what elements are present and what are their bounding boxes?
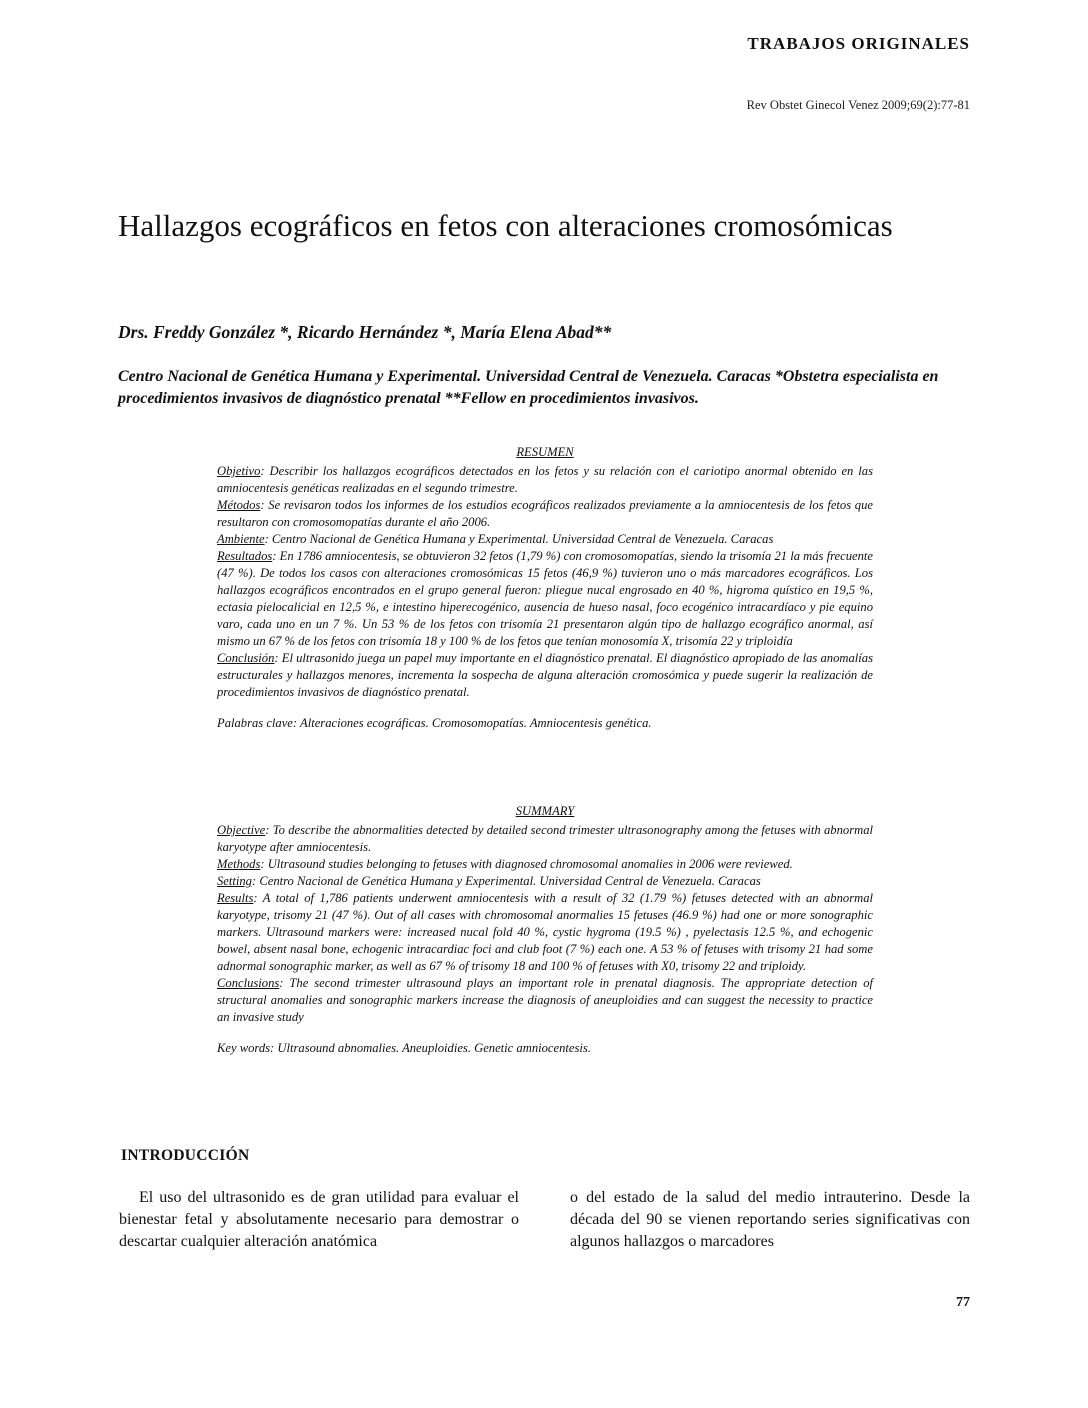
- journal-citation: Rev Obstet Ginecol Venez 2009;69(2):77-81: [746, 98, 970, 112]
- resumen-resultados: [217, 548, 873, 650]
- resumen-objetivo: [217, 463, 873, 497]
- resumen-metodos-text: : Se revisaron todos los informes de los estudios ecográficos realizados previamente a la amniocentesis de los fetos que resultaron con cromosomopatías durante el año 2006.: [217, 498, 873, 529]
- summary-objective: [217, 822, 873, 856]
- summary-results-label: Results: [217, 891, 254, 905]
- resumen-ambiente-label: Ambiente: [217, 532, 265, 546]
- resumen-metodos-label: Métodos: [217, 498, 261, 512]
- summary-setting-label: Setting: [217, 874, 252, 888]
- summary-conclusions: [217, 975, 873, 1026]
- summary-keywords: Key words: Ultrasound abnomalies. Aneuploidies. Genetic amniocentesis.: [217, 1041, 591, 1055]
- summary-setting: [217, 873, 873, 890]
- introduction-left-column: El uso del ultrasonido es de gran utilidad para evaluar el bienestar fetal y absolutamente necesario para demostrar o descartar cualquier alteración anatómica: [119, 1189, 519, 1250]
- resumen-objetivo-text: : Describir los hallazgos ecográficos detectados en los fetos y su relación con el cariotipo anormal obtenido en las amniocentesis genéticas realizadas en el segundo trimestre.: [217, 464, 873, 495]
- affiliation: Centro Nacional de Genética Humana y Experimental. Universidad Central de Venezuela. Caracas *Obstetra especialista en procedimientos invasivos de diagnóstico prenatal **Fellow en procedimientos invasivos.: [118, 368, 939, 407]
- abstract-resumen: [217, 444, 873, 732]
- resumen-heading: RESUMEN: [516, 445, 574, 459]
- resumen-conclusion-label: Conclusión: [217, 651, 275, 665]
- summary-objective-text: : To describe the abnormalities detected by detailed second trimester ultrasonography among the fetuses with abnormal karyotype after amniocentesis.: [217, 823, 873, 854]
- article-title: Hallazgos ecográficos en fetos con alteraciones cromosómicas: [118, 208, 893, 243]
- page-number: 77: [956, 1295, 970, 1310]
- resumen-ambiente-text: : Centro Nacional de Genética Humana y Experimental. Universidad Central de Venezuela. Caracas: [264, 532, 774, 546]
- resumen-conclusion-text: : El ultrasonido juega un papel muy importante en el diagnóstico prenatal. El diagnóstico apropiado de las anomalías estructurales y hallazgos menores, incrementa la sospecha de alguna alteración cromosómica y puede sugerir la realización de procedimientos invasivos de diagnóstico prenatal.: [217, 651, 873, 699]
- section-label: TRABAJOS ORIGINALES: [747, 34, 970, 53]
- summary-results: [217, 890, 873, 975]
- summary-conclusions-text: : The second trimester ultrasound plays an important role in prenatal diagnosis. The appropriate detection of structural anomalies and sonographic markers increase the diagnosis of aneuploidies and can suggest the necessity to practice an invasive study: [217, 976, 873, 1024]
- summary-objective-label: Objective: [217, 823, 266, 837]
- summary-conclusions-label: Conclusions: [217, 976, 280, 990]
- resumen-keywords: Palabras clave: Alteraciones ecográficas. Cromosomopatías. Amniocentesis genética.: [217, 716, 652, 730]
- summary-setting-text: : Centro Nacional de Genética Humana y Experimental. Universidad Central de Venezuela. Caracas: [251, 874, 761, 888]
- summary-methods: [217, 856, 873, 873]
- authors: Drs. Freddy González *, Ricardo Hernández *, María Elena Abad**: [118, 322, 612, 342]
- summary-methods-text: : Ultrasound studies belonging to fetuses with diagnosed chromosomal anomalies in 2006 were reviewed.: [260, 857, 793, 871]
- abstract-summary: [217, 803, 873, 1057]
- resumen-objetivo-label: Objetivo: [217, 464, 261, 478]
- resumen-ambiente: [217, 531, 873, 548]
- summary-heading: SUMMARY: [515, 804, 575, 818]
- introduction-heading: INTRODUCCIÓN: [121, 1147, 250, 1164]
- resumen-metodos: [217, 497, 873, 531]
- resumen-resultados-label: Resultados: [217, 549, 273, 563]
- summary-methods-label: Methods: [217, 857, 261, 871]
- resumen-conclusion: [217, 650, 873, 701]
- summary-results-text: : A total of 1,786 patients underwent amniocentesis with a result of 32 (1.79 %) fetuses detected with an abnormal karyotype, trisomy 21 (47 %). Out of all cases with chromosomal anormalies 15 fetuses (46.9 %) had one or more sonographic markers. Ultrasound markers were: increased nucal fold 40 %, cystic hygroma (19.5 %) , pyelectasis 12.5 %, and echogenic bowel, absent nasal bone, echogenic intracardiac foci and club foot (7 %) each one. A 53 % of fetuses with trisomy 21 had some adnormal sonographic marker, as well as 67 % of trisomy 18 and 100 % of fetuses with X0, trisomy 22 and triploidy.: [217, 891, 873, 973]
- resumen-resultados-text: : En 1786 amniocentesis, se obtuvieron 32 fetos (1,79 %) con cromosomopatías, siendo la trisomía 21 la más frecuente (47 %). De todos los casos con alteraciones cromosómicas 15 fetos (46,9 %) tuvieron uno o más marcadores ecográficos. Los hallazgos ecográficos encontrados en el grupo general fueron: pliegue nucal engrosado en 40 %, higroma quístico en 19,5 %, ectasia pielocalicial en 12,5 %, e intestino hiperecogénico, ausencia de hueso nasal, foco ecogénico intracardíaco y pie equino varo, cada uno en un 7 %. Un 53 % de los fetos con trisomía 21 presentaron algún tipo de hallazgo ecográfico anormal, así mismo un 67 % de los fetos con trisomía 18 y 100 % de los fetos que tenían monosomía X, trisomía 22 y triploidía: [217, 549, 873, 648]
- introduction-right-column: o del estado de la salud del medio intrauterino. Desde la década del 90 se vienen reportando series significativas con algunos hallazgos o marcadores: [570, 1189, 970, 1250]
